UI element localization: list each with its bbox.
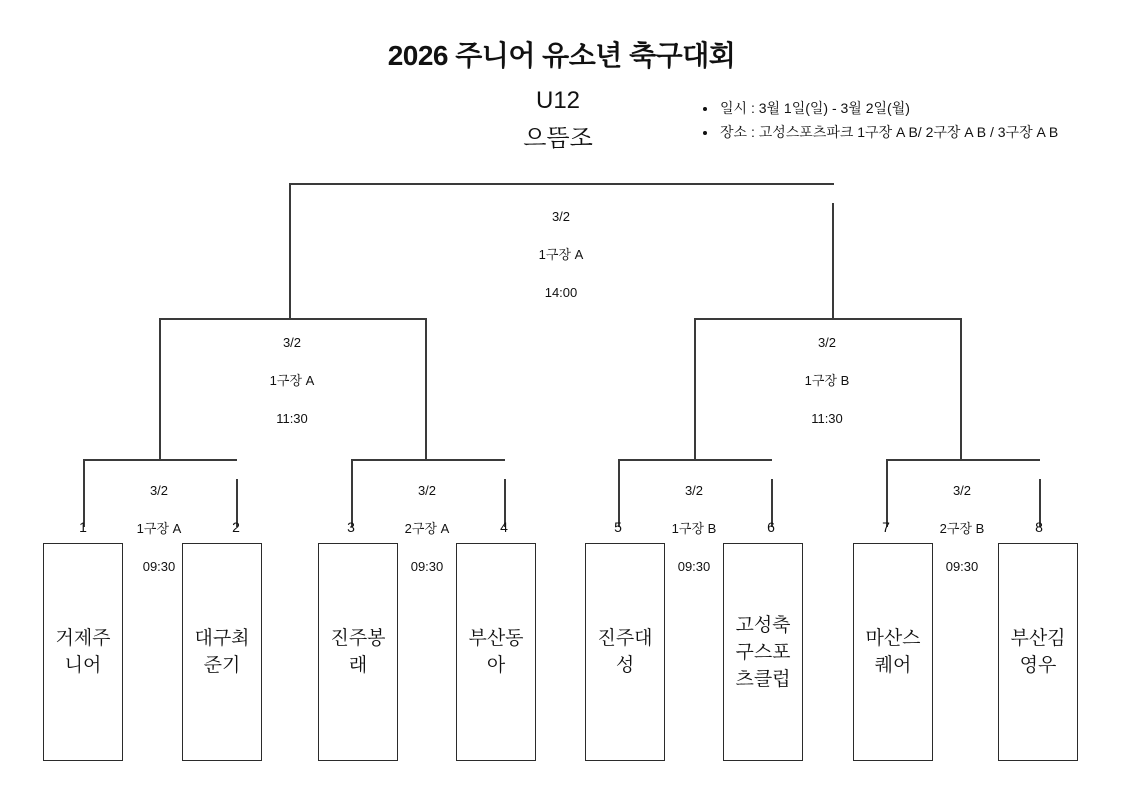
seed-number-3: 3 bbox=[347, 519, 355, 535]
quarterfinal-1-venue: 1구장 A bbox=[136, 521, 182, 536]
semifinal-1-connector-right-drop bbox=[425, 318, 427, 382]
division-label: U12 bbox=[535, 87, 581, 114]
quarterfinal-3-left-drop bbox=[618, 459, 620, 527]
team-box-8[interactable]: 부산김영우 bbox=[998, 543, 1078, 761]
quarterfinal-4-venue: 2구장 B bbox=[939, 521, 985, 536]
quarterfinal-3-date: 3/2 bbox=[684, 483, 704, 498]
quarterfinal-1-time: 09:30 bbox=[142, 559, 176, 574]
quarterfinal-4-connector-horizontal bbox=[886, 459, 1040, 461]
quarterfinal-3-venue: 1구장 B bbox=[671, 521, 717, 536]
seed-number-8: 8 bbox=[1035, 519, 1043, 535]
semifinal-1-riser bbox=[289, 265, 291, 319]
quarterfinal-3-riser bbox=[694, 382, 696, 460]
quarterfinal-1-date: 3/2 bbox=[149, 483, 169, 498]
event-info-venue: • 장소 : 고성스포츠파크 1구장 A B/ 2구장 A B / 3구장 A B bbox=[718, 120, 1058, 144]
page-title: 2026 주니어 유소년 축구대회 bbox=[387, 40, 736, 71]
quarterfinal-4-riser bbox=[960, 382, 962, 460]
team-box-2[interactable]: 대구최준기 bbox=[182, 543, 262, 761]
semifinal-1-connector-left-drop bbox=[159, 318, 161, 382]
semifinal-1-time: 11:30 bbox=[276, 411, 308, 426]
team-box-6[interactable]: 고성축구스포츠클럽 bbox=[723, 543, 803, 761]
quarterfinal-4-date: 3/2 bbox=[952, 483, 972, 498]
quarterfinal-2-connector-horizontal bbox=[351, 459, 505, 461]
semifinal-1-venue: 1구장 A bbox=[269, 373, 315, 388]
final-connector-right-drop bbox=[832, 203, 834, 265]
quarterfinal-1-riser bbox=[159, 382, 161, 460]
final-connector-horizontal bbox=[289, 183, 834, 185]
group-label: 으뜸조 bbox=[523, 125, 593, 152]
seed-number-4: 4 bbox=[500, 519, 508, 535]
final-connector-left-drop bbox=[289, 183, 291, 265]
semifinal-2-time: 11:30 bbox=[811, 411, 843, 426]
semifinal-2-connector-left-drop bbox=[694, 318, 696, 382]
seed-number-1: 1 bbox=[79, 519, 87, 535]
quarterfinal-4-left-drop bbox=[886, 459, 888, 527]
team-box-7[interactable]: 마산스퀘어 bbox=[853, 543, 933, 761]
seed-number-2: 2 bbox=[232, 519, 240, 535]
semifinal-2-venue: 1구장 B bbox=[804, 373, 850, 388]
semifinal-2-match-label bbox=[744, 314, 910, 447]
semifinal-1-date: 3/2 bbox=[282, 335, 302, 350]
quarterfinal-4-time: 09:30 bbox=[945, 559, 979, 574]
seed-number-6: 6 bbox=[767, 519, 775, 535]
team-box-1[interactable]: 거제주니어 bbox=[43, 543, 123, 761]
team-box-5[interactable]: 진주대성 bbox=[585, 543, 665, 761]
quarterfinal-1-left-drop bbox=[83, 459, 85, 527]
final-match-label bbox=[478, 188, 644, 321]
quarterfinal-2-date: 3/2 bbox=[417, 483, 437, 498]
semifinal-2-riser bbox=[832, 265, 834, 319]
final-match-time: 14:00 bbox=[544, 285, 578, 300]
seed-number-7: 7 bbox=[882, 519, 890, 535]
quarterfinal-3-time: 09:30 bbox=[677, 559, 711, 574]
team-box-4[interactable]: 부산동아 bbox=[456, 543, 536, 761]
quarterfinal-2-riser bbox=[425, 382, 427, 460]
team-box-3[interactable]: 진주봉래 bbox=[318, 543, 398, 761]
final-match-date: 3/2 bbox=[551, 209, 571, 224]
quarterfinal-2-venue: 2구장 A bbox=[404, 521, 450, 536]
quarterfinal-2-time: 09:30 bbox=[410, 559, 444, 574]
event-info-list bbox=[700, 96, 1058, 144]
semifinal-1-match-label bbox=[209, 314, 375, 447]
event-info-date: • 일시 : 3월 1일(일) - 3월 2일(월) bbox=[718, 96, 1058, 120]
seed-number-5: 5 bbox=[614, 519, 622, 535]
final-match-venue: 1구장 A bbox=[538, 247, 584, 262]
quarterfinal-2-left-drop bbox=[351, 459, 353, 527]
semifinal-2-date: 3/2 bbox=[817, 335, 837, 350]
semifinal-2-connector-right-drop bbox=[960, 318, 962, 382]
